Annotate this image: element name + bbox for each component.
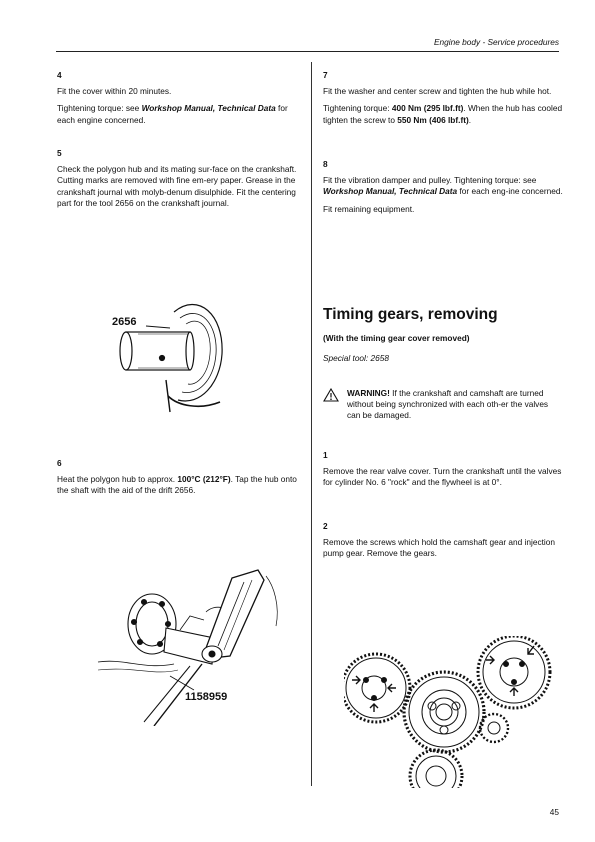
special-tool: Special tool: 2658 (323, 353, 389, 363)
step-text: Fit remaining equipment. (323, 203, 415, 214)
column-divider (311, 62, 312, 786)
section-subtitle: (With the timing gear cover removed) (323, 333, 470, 343)
page-number: 45 (549, 807, 559, 817)
step-4 (57, 70, 297, 132)
step-text: Remove the screws which hold the camshaft gear and injection pump gear. Remove the gears. (323, 537, 555, 559)
manual-reference: Workshop Manual, Technical Data (141, 103, 276, 114)
figure-1-label: 2656 (112, 316, 137, 328)
manual-reference: Workshop Manual, Technical Data (323, 186, 458, 197)
section-title: Timing gears, removing (323, 306, 498, 323)
timing-step-1 (323, 450, 563, 495)
step-text: Fit the vibration damper and pulley. Tightening torque: see Workshop Manual, Technical Data for each eng-ine concerned. (323, 175, 563, 197)
step-6 (57, 458, 297, 503)
step-number: 8 (323, 159, 328, 169)
figure-2-label: 1158959 (185, 691, 228, 703)
step-number: 2 (323, 521, 328, 531)
temperature-value: 100°C (212°F) (177, 474, 231, 485)
step-text: Fit the washer and center screw and tighten the hub while hot. (323, 86, 552, 97)
figure-drift-on-crankshaft (108, 284, 228, 414)
step-number: 1 (323, 450, 328, 460)
figure-timing-gears (344, 636, 556, 788)
warning-text: WARNING! If the crankshaft and camshaft are turned without being synchronized with each oth-er the valves can be damaged. (347, 388, 549, 421)
step-7 (323, 70, 563, 132)
warning-label: WARNING! (347, 388, 390, 398)
step-number: 7 (323, 70, 328, 80)
torque-value: 400 Nm (295 lbf.ft) (391, 103, 464, 114)
header-rule (56, 51, 559, 52)
running-header: Engine body - Service procedures (434, 37, 559, 47)
step-number: 4 (57, 70, 62, 80)
timing-step-2 (323, 521, 563, 566)
step-text: Check the polygon hub and its mating sur-face on the crankshaft. Cutting marks are removed with fine em-ery paper. Grease in the crankshaft journal with molyb-denum disulphide. Fit the centering part for the tool 2656 on the crankshaft journal. (57, 164, 297, 208)
step-text: Heat the polygon hub to approx. 100°C (212°F). Tap the hub onto the shaft with the aid of the drift 2656. (57, 474, 297, 496)
step-text: Fit the cover within 20 minutes. (57, 86, 172, 97)
step-5 (57, 148, 297, 215)
step-text: Tightening torque: 400 Nm (295 lbf.ft). When the hub has cooled tighten the screw to 550 Nm (406 lbf.ft). (323, 103, 563, 125)
step-text: Tightening torque: see Workshop Manual, Technical Data for each engine concerned. (57, 103, 288, 125)
step-number: 5 (57, 148, 62, 158)
step-text: Remove the rear valve cover. Turn the crankshaft until the valves for cylinder No. 6 "rock" and the flywheel is at 0°. (323, 466, 562, 488)
step-number: 6 (57, 458, 62, 468)
step-8 (323, 159, 563, 221)
warning-triangle-icon (323, 388, 339, 402)
torque-value: 550 Nm (406 lbf.ft) (397, 114, 469, 125)
